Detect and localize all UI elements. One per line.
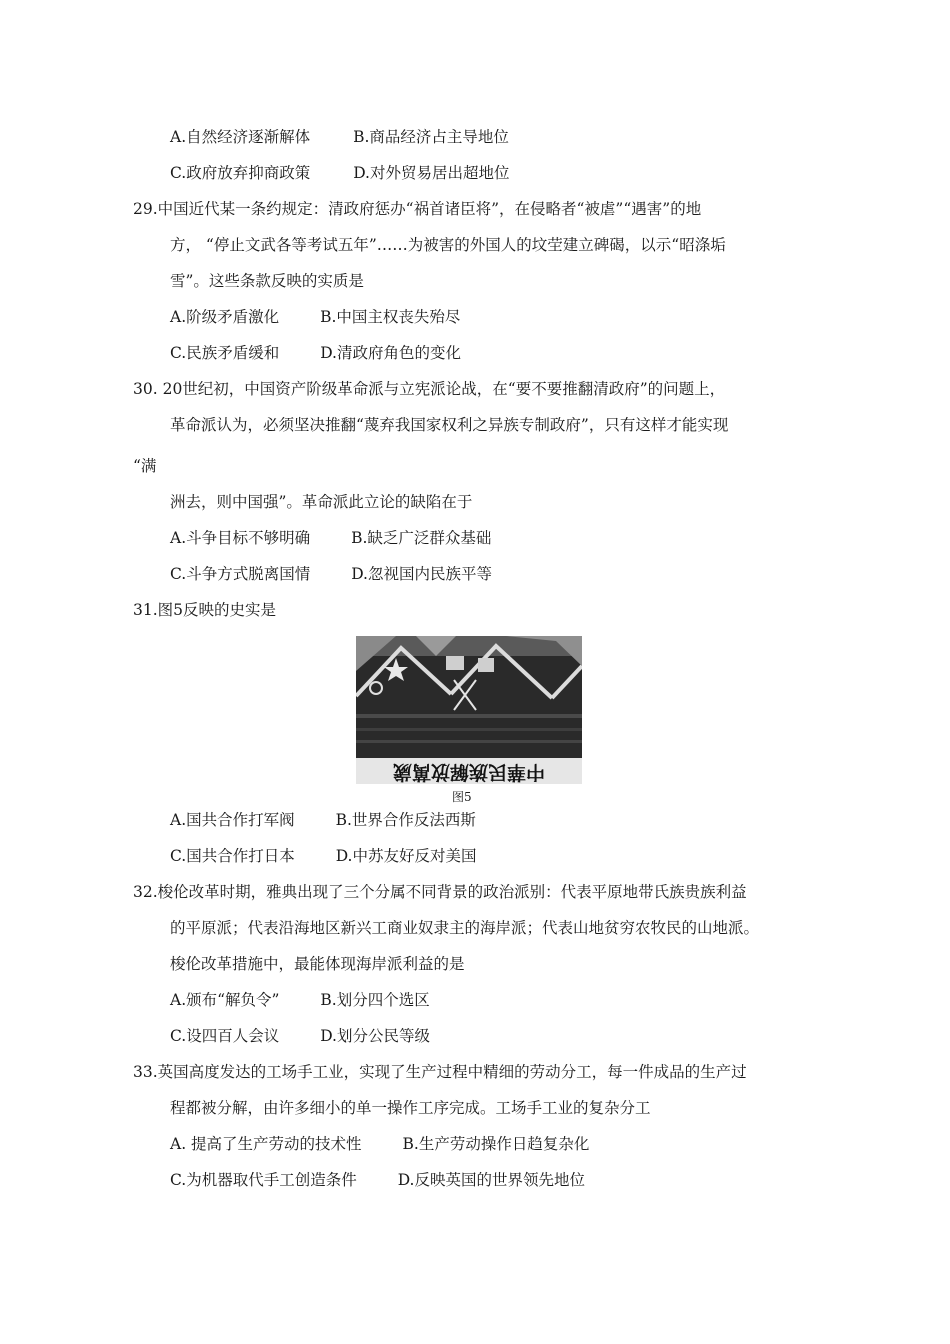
q30-option-row-1 [170, 528, 491, 548]
q28-option-row-1 [170, 127, 509, 147]
q28-option-a: A.自然经济逐渐解体 [170, 128, 311, 146]
q28-option-row-2 [170, 163, 510, 183]
q33-option-b: B.生产劳动操作日趋复杂化 [402, 1135, 590, 1153]
q29-option-d: D.清政府角色的变化 [320, 344, 461, 362]
q31-option-row-2 [170, 846, 477, 866]
q30-stem-line-4: 洲去，则中国强”。革命派此立论的缺陷在于 [170, 493, 473, 511]
q32-option-c: C.设四百人会议 [170, 1027, 280, 1045]
figure-5-photo [356, 636, 582, 784]
q32-stem-line-2: 的平原派；代表沿海地区新兴工商业奴隶主的海岸派；代表山地贫穷农牧民的山地派。 [170, 919, 760, 937]
q30-stem-line-1: 30. 20世纪初，中国资产阶级革命派与立宪派论战，在“要不要推翻清政府”的问题上， [133, 380, 726, 398]
q31-stem-line-1: 31.图5反映的史实是 [133, 601, 277, 619]
q28-option-c: C.政府放弃抑商政策 [170, 164, 311, 182]
q31-option-d: D.中苏友好反对美国 [335, 847, 477, 865]
q30-option-a: A.斗争目标不够明确 [170, 529, 311, 547]
q29-option-b: B.中国主权丧失殆尽 [320, 308, 461, 326]
q31-option-a: A.国共合作打军阀 [170, 811, 295, 829]
q33-option-a: A. 提高了生产劳动的技术性 [170, 1135, 362, 1153]
q30-stem-line-3: “满 [133, 457, 157, 475]
figure-5-caption: 图5 [452, 790, 472, 804]
q30-option-d: D.忽视国内民族平等 [351, 565, 492, 583]
q29-stem-line-1: 29.中国近代某一条约规定：清政府惩办“祸首诸臣将”，在侵略者“被虐”“遇害”的地 [133, 200, 702, 218]
q32-option-row-2 [170, 1026, 430, 1046]
q30-option-c: C.斗争方式脱离国情 [170, 565, 311, 583]
q31-option-row-1 [170, 810, 476, 830]
q28-option-d: D.对外贸易居出超地位 [353, 164, 510, 182]
q33-stem-line-2: 程都被分解，由许多细小的单一操作工序完成。工场手工业的复杂分工 [170, 1099, 651, 1117]
q29-option-row-1 [170, 307, 460, 327]
q32-option-d: D.划分公民等级 [320, 1027, 430, 1045]
q30-option-row-2 [170, 564, 492, 584]
q33-stem-line-1: 33.英国高度发达的工场手工业，实现了生产过程中精细的劳动分工，每一件成品的生产过 [133, 1063, 747, 1081]
q32-stem-line-1: 32.梭伦改革时期，雅典出现了三个分属不同背景的政治派别：代表平原地带氏族贵族利益 [133, 883, 747, 901]
q33-option-row-1 [170, 1134, 589, 1154]
q33-option-c: C.为机器取代手工创造条件 [170, 1171, 357, 1189]
q32-stem-line-3: 梭伦改革措施中，最能体现海岸派利益的是 [170, 955, 465, 973]
q29-option-a: A.阶级矛盾激化 [170, 308, 280, 326]
q28-option-b: B.商品经济占主导地位 [353, 128, 509, 146]
q29-option-row-2 [170, 343, 461, 363]
q32-option-b: B.划分四个选区 [320, 991, 430, 1009]
q33-option-row-2 [170, 1170, 585, 1190]
figure-5-banner-text: 中華民族解放萬歲 [392, 761, 546, 783]
figure-5-photo-graphic [356, 636, 582, 784]
q29-stem-line-2: 方， “停止文武各等考试五年”……为被害的外国人的坟茔建立碑碣，以示“昭涤垢 [170, 236, 726, 254]
q30-stem-line-2: 革命派认为，必须坚决推翻“蔑弃我国家权利之异族专制政府”，只有这样才能实现 [170, 416, 729, 434]
q33-option-d: D.反映英国的世界领先地位 [397, 1171, 585, 1189]
q30-option-b: B.缺乏广泛群众基础 [351, 529, 492, 547]
q29-option-c: C.民族矛盾缓和 [170, 344, 280, 362]
q32-option-row-1 [170, 990, 430, 1010]
q29-stem-line-3: 雪”。这些条款反映的实质是 [170, 272, 364, 290]
q31-option-b: B.世界合作反法西斯 [335, 811, 476, 829]
q31-option-c: C.国共合作打日本 [170, 847, 295, 865]
q32-option-a: A.颁布“解负令” [170, 991, 280, 1009]
